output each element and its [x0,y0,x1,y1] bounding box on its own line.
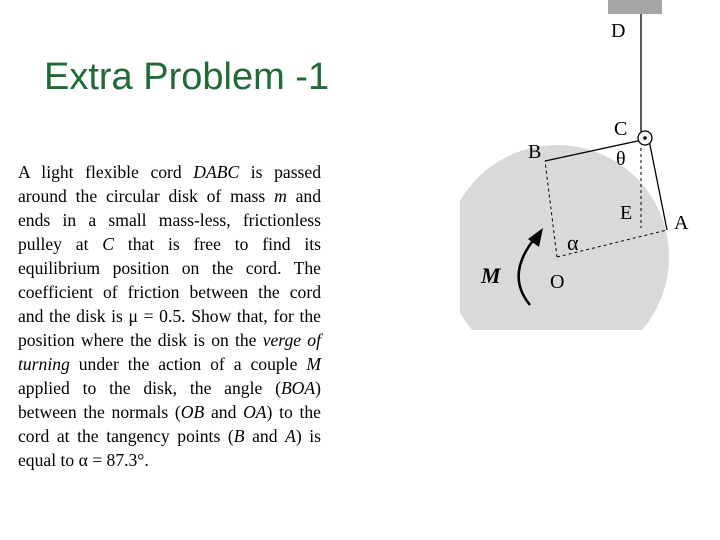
angle-label: BOA [280,378,316,398]
ceiling-support [608,0,662,14]
problem-text: under the action of a couple [69,354,307,374]
problem-text: and ends in a small mass-less, frictionless pulley at [18,186,321,254]
label-alpha: α [567,230,579,255]
label-d: D [611,20,626,42]
label-e: E [620,202,633,224]
disk-pulley-diagram [460,0,720,330]
problem-text: is passed around the circular disk of mass [18,162,321,206]
label-m: M [481,263,501,288]
problem-text: and [204,402,244,422]
label-o: O [550,271,565,293]
problem-text: and [244,426,286,446]
normal-oa-label: OA [243,402,267,422]
label-b: B [528,141,542,163]
point-a-label: A [285,426,296,446]
pulley-center [643,136,647,140]
problem-text: ) is equal to α = 87.3°. [18,426,322,470]
problem-text: ) between the normals ( [18,378,321,422]
label-theta: θ [616,148,626,170]
couple-symbol: M [306,354,321,374]
label-a: A [674,212,689,234]
problem-statement [18,160,321,472]
pulley-label: C [102,234,115,254]
problem-text: that is free to find its equilibrium position on the cord. The coefficient of friction between the cord and the disk is μ = 0.5. Show that, for the position where the disk is on the [18,234,321,350]
problem-text: applied to the disk, the angle ( [18,378,281,398]
verge-phrase: verge of turning [18,330,321,374]
slide-title: Extra Problem -1 [44,56,330,98]
disk [460,145,669,330]
problem-text: A light flexible cord [18,162,194,182]
point-b-label: B [233,426,245,446]
cord-label: DABC [193,162,240,182]
label-c: C [614,118,628,140]
mass-symbol: m [274,186,287,206]
normal-ob-label: OB [180,402,205,422]
problem-text: ) to the cord at the tangency points ( [18,402,321,446]
